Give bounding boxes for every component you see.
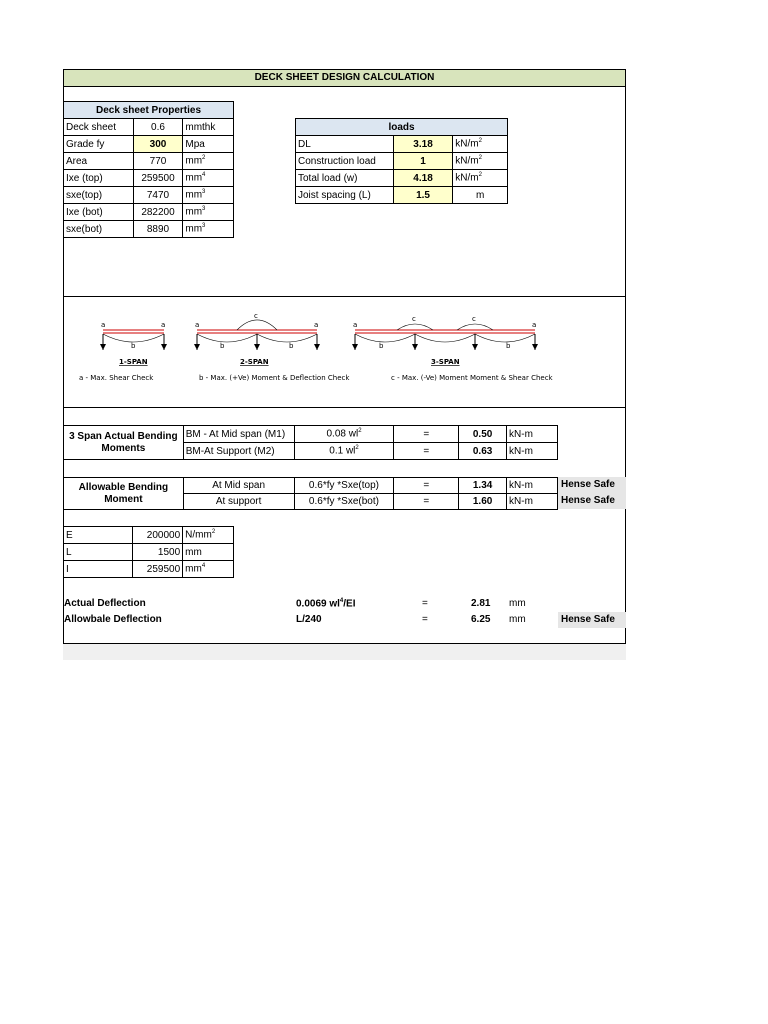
table-row: [296, 153, 508, 170]
prop-value[interactable]: 0.6: [133, 119, 183, 136]
table-row: [296, 136, 508, 153]
allowable-deflection-label: Allowbale Deflection: [64, 614, 162, 625]
actual-deflection-value: 2.81: [471, 598, 491, 609]
bm-name: BM-At Support (M2): [183, 443, 294, 460]
deck-properties-table: [63, 101, 234, 238]
status-badge: Hense Safe: [558, 493, 626, 509]
beam-span-diagram: [63, 300, 626, 400]
abm-unit: kN-m: [507, 478, 558, 494]
letter-a: a: [101, 321, 106, 329]
const-label: I: [64, 561, 133, 578]
prop-value[interactable]: 259500: [133, 170, 183, 187]
prop-unit-cell: $mm^2$: [183, 153, 234, 170]
load-unit: m: [453, 187, 508, 204]
load-label: Joist spacing (L): [296, 187, 394, 204]
prop-label: Grade fy: [64, 136, 134, 153]
load-value[interactable]: 4.18: [393, 170, 453, 187]
bm-name: BM - At Mid span (M1): [183, 426, 294, 443]
prop-value[interactable]: 282200: [133, 204, 183, 221]
allowable-deflection-formula: L/240: [296, 614, 322, 625]
letter-c: c: [472, 315, 476, 323]
allowable-bending-table: [63, 477, 558, 510]
letter-b: b: [289, 342, 294, 350]
sheet-title: DECK SHEET DESIGN CALCULATION: [63, 69, 626, 87]
letter-a: a: [161, 321, 166, 329]
letter-b: b: [379, 342, 384, 350]
load-label: Construction load: [296, 153, 394, 170]
table-row: [64, 426, 558, 443]
prop-label: sxe(bot): [64, 221, 134, 238]
divider-diagram-bottom: [63, 407, 626, 408]
abm-eq: =: [394, 478, 459, 494]
abm-unit: kN-m: [507, 494, 558, 510]
bm-unit: kN-m: [507, 426, 558, 443]
const-value[interactable]: 200000: [133, 527, 183, 544]
const-value[interactable]: 259500: [133, 561, 183, 578]
span-label-2: 2-SPAN: [240, 358, 269, 366]
letter-b: b: [131, 342, 136, 350]
letter-a: a: [314, 321, 319, 329]
table-row: [64, 478, 558, 494]
load-value[interactable]: 3.18: [393, 136, 453, 153]
const-unit-cell: $N/mm^2$: [183, 527, 234, 544]
table-row: [64, 170, 234, 187]
caption-a: a - Max. Shear Check: [79, 374, 154, 382]
prop-unit: mmthk: [183, 119, 234, 136]
prop-unit-cell: $mm^3$: [183, 204, 234, 221]
divider-diagram-top: [63, 296, 626, 297]
prop-unit-cell: $mm^3$: [183, 187, 234, 204]
prop-value[interactable]: 770: [133, 153, 183, 170]
abm-name: At support: [183, 494, 294, 510]
loads-table: [295, 118, 508, 204]
letter-a: a: [353, 321, 358, 329]
two-span-beam: [194, 312, 320, 350]
letter-c: c: [412, 315, 416, 323]
three-span-beam: [352, 315, 538, 350]
deck-properties-header: Deck sheet Properties: [64, 102, 234, 119]
table-row: [64, 527, 234, 544]
bm-formula-cell: 0.08 $wl^2$: [294, 426, 394, 443]
allowable-deflection-unit: mm: [509, 614, 526, 625]
load-unit-cell: $kN/m^2$: [453, 153, 508, 170]
prop-label: Area: [64, 153, 134, 170]
caption-c: c - Max. (-Ve) Moment Moment & Shear Check: [391, 374, 553, 382]
caption-b: b - Max. (+Ve) Moment & Deflection Check: [199, 374, 350, 382]
letter-b: b: [506, 342, 511, 350]
abm-formula: 0.6*fy *Sxe(bot): [294, 494, 394, 510]
letter-a: a: [532, 321, 537, 329]
prop-unit: Mpa: [183, 136, 234, 153]
prop-label: Ixe (bot): [64, 204, 134, 221]
actual-deflection-formula: 0.0069 $wl^4/EI$: [296, 598, 356, 610]
prop-value[interactable]: 300: [133, 136, 183, 153]
allowable-deflection-value: 6.25: [471, 614, 491, 625]
prop-unit-cell: $mm^4$: [183, 170, 234, 187]
bm-eq: =: [394, 426, 459, 443]
abm-value: 1.60: [459, 494, 507, 510]
table-row: [64, 187, 234, 204]
letter-c: c: [254, 312, 258, 320]
const-value[interactable]: 1500: [133, 544, 183, 561]
constants-table: [63, 526, 234, 578]
loads-header: loads: [296, 119, 508, 136]
table-row: [296, 170, 508, 187]
const-label: E: [64, 527, 133, 544]
letter-b: b: [220, 342, 225, 350]
prop-label: sxe(top): [64, 187, 134, 204]
const-label: L: [64, 544, 133, 561]
span-label-1: 1-SPAN: [119, 358, 148, 366]
span-label-3: 3-SPAN: [431, 358, 460, 366]
const-unit: mm: [183, 544, 234, 561]
table-row: [64, 119, 234, 136]
load-value[interactable]: 1.5: [393, 187, 453, 204]
prop-value[interactable]: 8890: [133, 221, 183, 238]
actual-bending-table: [63, 425, 558, 460]
allowable-bending-label: Allowable Bending Moment: [64, 478, 184, 510]
load-value[interactable]: 1: [393, 153, 453, 170]
bm-value: 0.63: [459, 443, 507, 460]
load-label: Total load (w): [296, 170, 394, 187]
abm-formula: 0.6*fy *Sxe(top): [294, 478, 394, 494]
load-unit-cell: $kN/m^2$: [453, 136, 508, 153]
table-row: [296, 187, 508, 204]
letter-a: a: [195, 321, 200, 329]
load-label: DL: [296, 136, 394, 153]
status-badge: Hense Safe: [558, 477, 626, 493]
status-badge: Hense Safe: [558, 612, 626, 628]
table-row: [64, 561, 234, 578]
prop-label: Deck sheet: [64, 119, 134, 136]
table-row: [64, 136, 234, 153]
table-row: [64, 153, 234, 170]
load-unit-cell: $kN/m^2$: [453, 170, 508, 187]
const-unit-cell: $mm^4$: [183, 561, 234, 578]
bm-value: 0.50: [459, 426, 507, 443]
one-span-beam: [100, 321, 167, 350]
abm-name: At Mid span: [183, 478, 294, 494]
abm-eq: =: [394, 494, 459, 510]
bm-unit: kN-m: [507, 443, 558, 460]
abm-value: 1.34: [459, 478, 507, 494]
prop-label: Ixe (top): [64, 170, 134, 187]
prop-value[interactable]: 7470: [133, 187, 183, 204]
table-row: [64, 204, 234, 221]
table-row: [64, 221, 234, 238]
allowable-deflection-eq: =: [422, 614, 428, 625]
actual-deflection-unit: mm: [509, 598, 526, 609]
table-row: [64, 544, 234, 561]
actual-deflection-eq: =: [422, 598, 428, 609]
sheet-footer-band: [63, 644, 626, 660]
bm-formula-cell: 0.1 $wl^2$: [294, 443, 394, 460]
actual-deflection-label: Actual Deflection: [64, 598, 146, 609]
prop-unit-cell: $mm^3$: [183, 221, 234, 238]
bm-eq: =: [394, 443, 459, 460]
actual-bending-label: 3 Span Actual Bending Moments: [64, 426, 184, 460]
